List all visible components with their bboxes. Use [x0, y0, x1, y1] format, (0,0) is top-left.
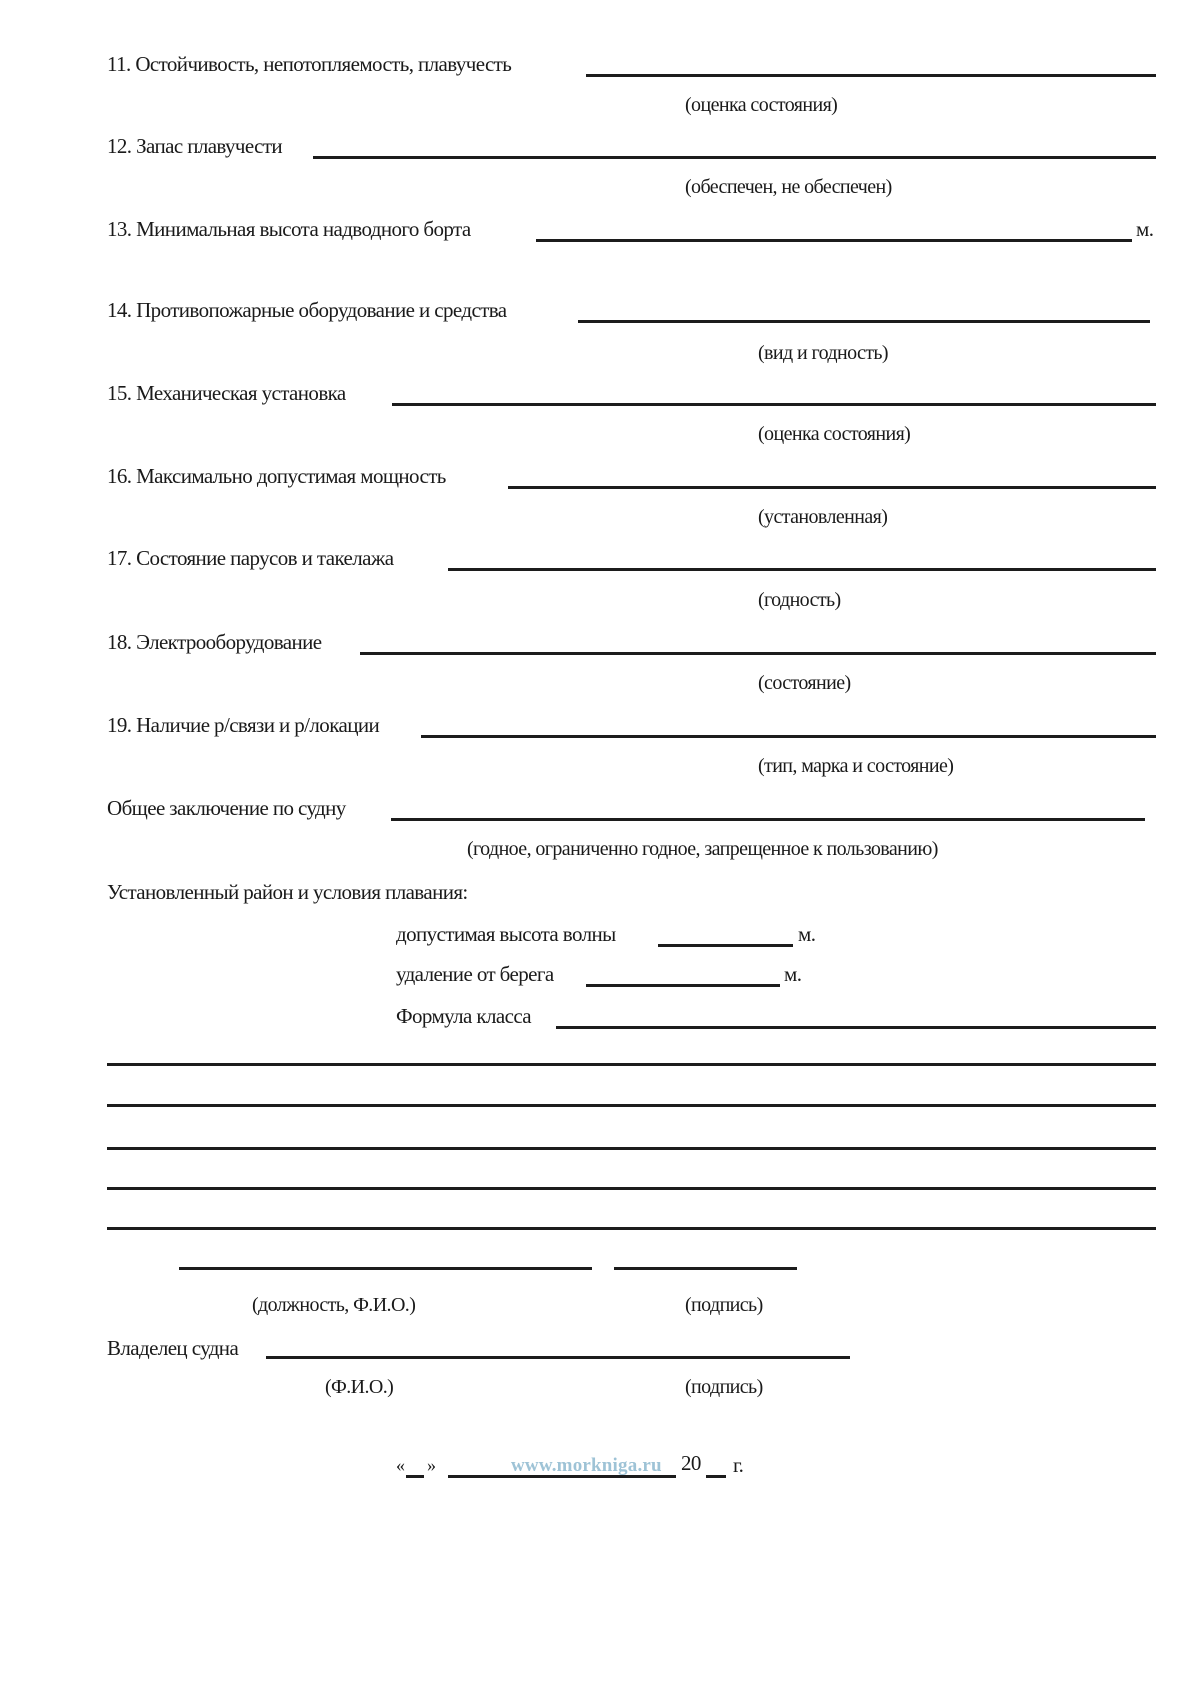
item-12-field[interactable]	[313, 156, 1156, 159]
inspector-signature-hint: (подпись)	[685, 1294, 763, 1316]
date-close-quote: »	[427, 1455, 436, 1475]
owner-label: Владелец судна	[107, 1336, 239, 1360]
class-formula-field[interactable]	[556, 1026, 1156, 1029]
owner-name-hint: (Ф.И.О.)	[325, 1376, 394, 1398]
date-day-field[interactable]	[406, 1475, 424, 1478]
item-14-hint: (вид и годность)	[758, 342, 888, 364]
inspector-name-field[interactable]	[179, 1267, 592, 1270]
item-16-label: 16. Максимально допустимая мощность	[107, 464, 446, 488]
item-14-field[interactable]	[578, 320, 1150, 323]
item-19-label: 19. Наличие р/связи и р/локации	[107, 713, 380, 737]
wave-height-label: допустимая высота волны	[396, 922, 616, 946]
blank-line-2[interactable]	[107, 1104, 1156, 1107]
wave-height-unit: м.	[798, 922, 816, 946]
item-13-field[interactable]	[536, 239, 1132, 242]
shore-distance-unit: м.	[784, 962, 802, 986]
item-16-field[interactable]	[508, 486, 1156, 489]
blank-line-1[interactable]	[107, 1063, 1156, 1066]
item-13-unit: м.	[1136, 217, 1154, 241]
item-17-field[interactable]	[448, 568, 1156, 571]
shore-distance-label: удаление от берега	[396, 962, 554, 986]
item-17-label: 17. Состояние парусов и такелажа	[107, 546, 394, 570]
item-14-label: 14. Противопожарные оборудование и средства	[107, 298, 507, 322]
class-formula-label: Формула класса	[396, 1004, 532, 1028]
date-year-prefix: 20	[681, 1451, 701, 1475]
watermark: www.morkniga.ru	[511, 1455, 662, 1476]
item-12-hint: (обеспечен, не обеспечен)	[685, 176, 892, 198]
area-title: Установленный район и условия плавания:	[107, 880, 468, 904]
item-11-label: 11. Остойчивость, непотопляемость, плавучесть	[107, 52, 512, 76]
blank-line-4[interactable]	[107, 1187, 1156, 1190]
item-11-field[interactable]	[586, 74, 1156, 77]
shore-distance-field[interactable]	[586, 984, 780, 987]
item-18-hint: (состояние)	[758, 672, 851, 694]
item-13-label: 13. Минимальная высота надводного борта	[107, 217, 471, 241]
blank-line-3[interactable]	[107, 1147, 1156, 1150]
wave-height-field[interactable]	[658, 944, 793, 947]
owner-signature-hint: (подпись)	[685, 1376, 763, 1398]
item-18-label: 18. Электрооборудование	[107, 630, 322, 654]
date-year-suffix: г.	[733, 1453, 744, 1477]
item-19-field[interactable]	[421, 735, 1156, 738]
item-11-hint: (оценка состояния)	[685, 94, 838, 116]
item-16-hint: (установленная)	[758, 506, 888, 528]
date-open-quote: «	[396, 1455, 405, 1475]
conclusion-field[interactable]	[391, 818, 1145, 821]
item-19-hint: (тип, марка и состояние)	[758, 755, 954, 777]
item-18-field[interactable]	[360, 652, 1156, 655]
item-15-field[interactable]	[392, 403, 1156, 406]
owner-field[interactable]	[266, 1356, 850, 1359]
item-15-hint: (оценка состояния)	[758, 423, 911, 445]
conclusion-hint: (годное, ограниченно годное, запрещенное к пользованию)	[467, 838, 938, 860]
item-17-hint: (годность)	[758, 589, 841, 611]
date-year-field[interactable]	[706, 1475, 726, 1478]
item-15-label: 15. Механическая установка	[107, 381, 346, 405]
blank-line-5[interactable]	[107, 1227, 1156, 1230]
conclusion-label: Общее заключение по судну	[107, 796, 346, 820]
inspector-name-hint: (должность, Ф.И.О.)	[252, 1294, 416, 1316]
item-12-label: 12. Запас плавучести	[107, 134, 283, 158]
inspector-signature-field[interactable]	[614, 1267, 797, 1270]
